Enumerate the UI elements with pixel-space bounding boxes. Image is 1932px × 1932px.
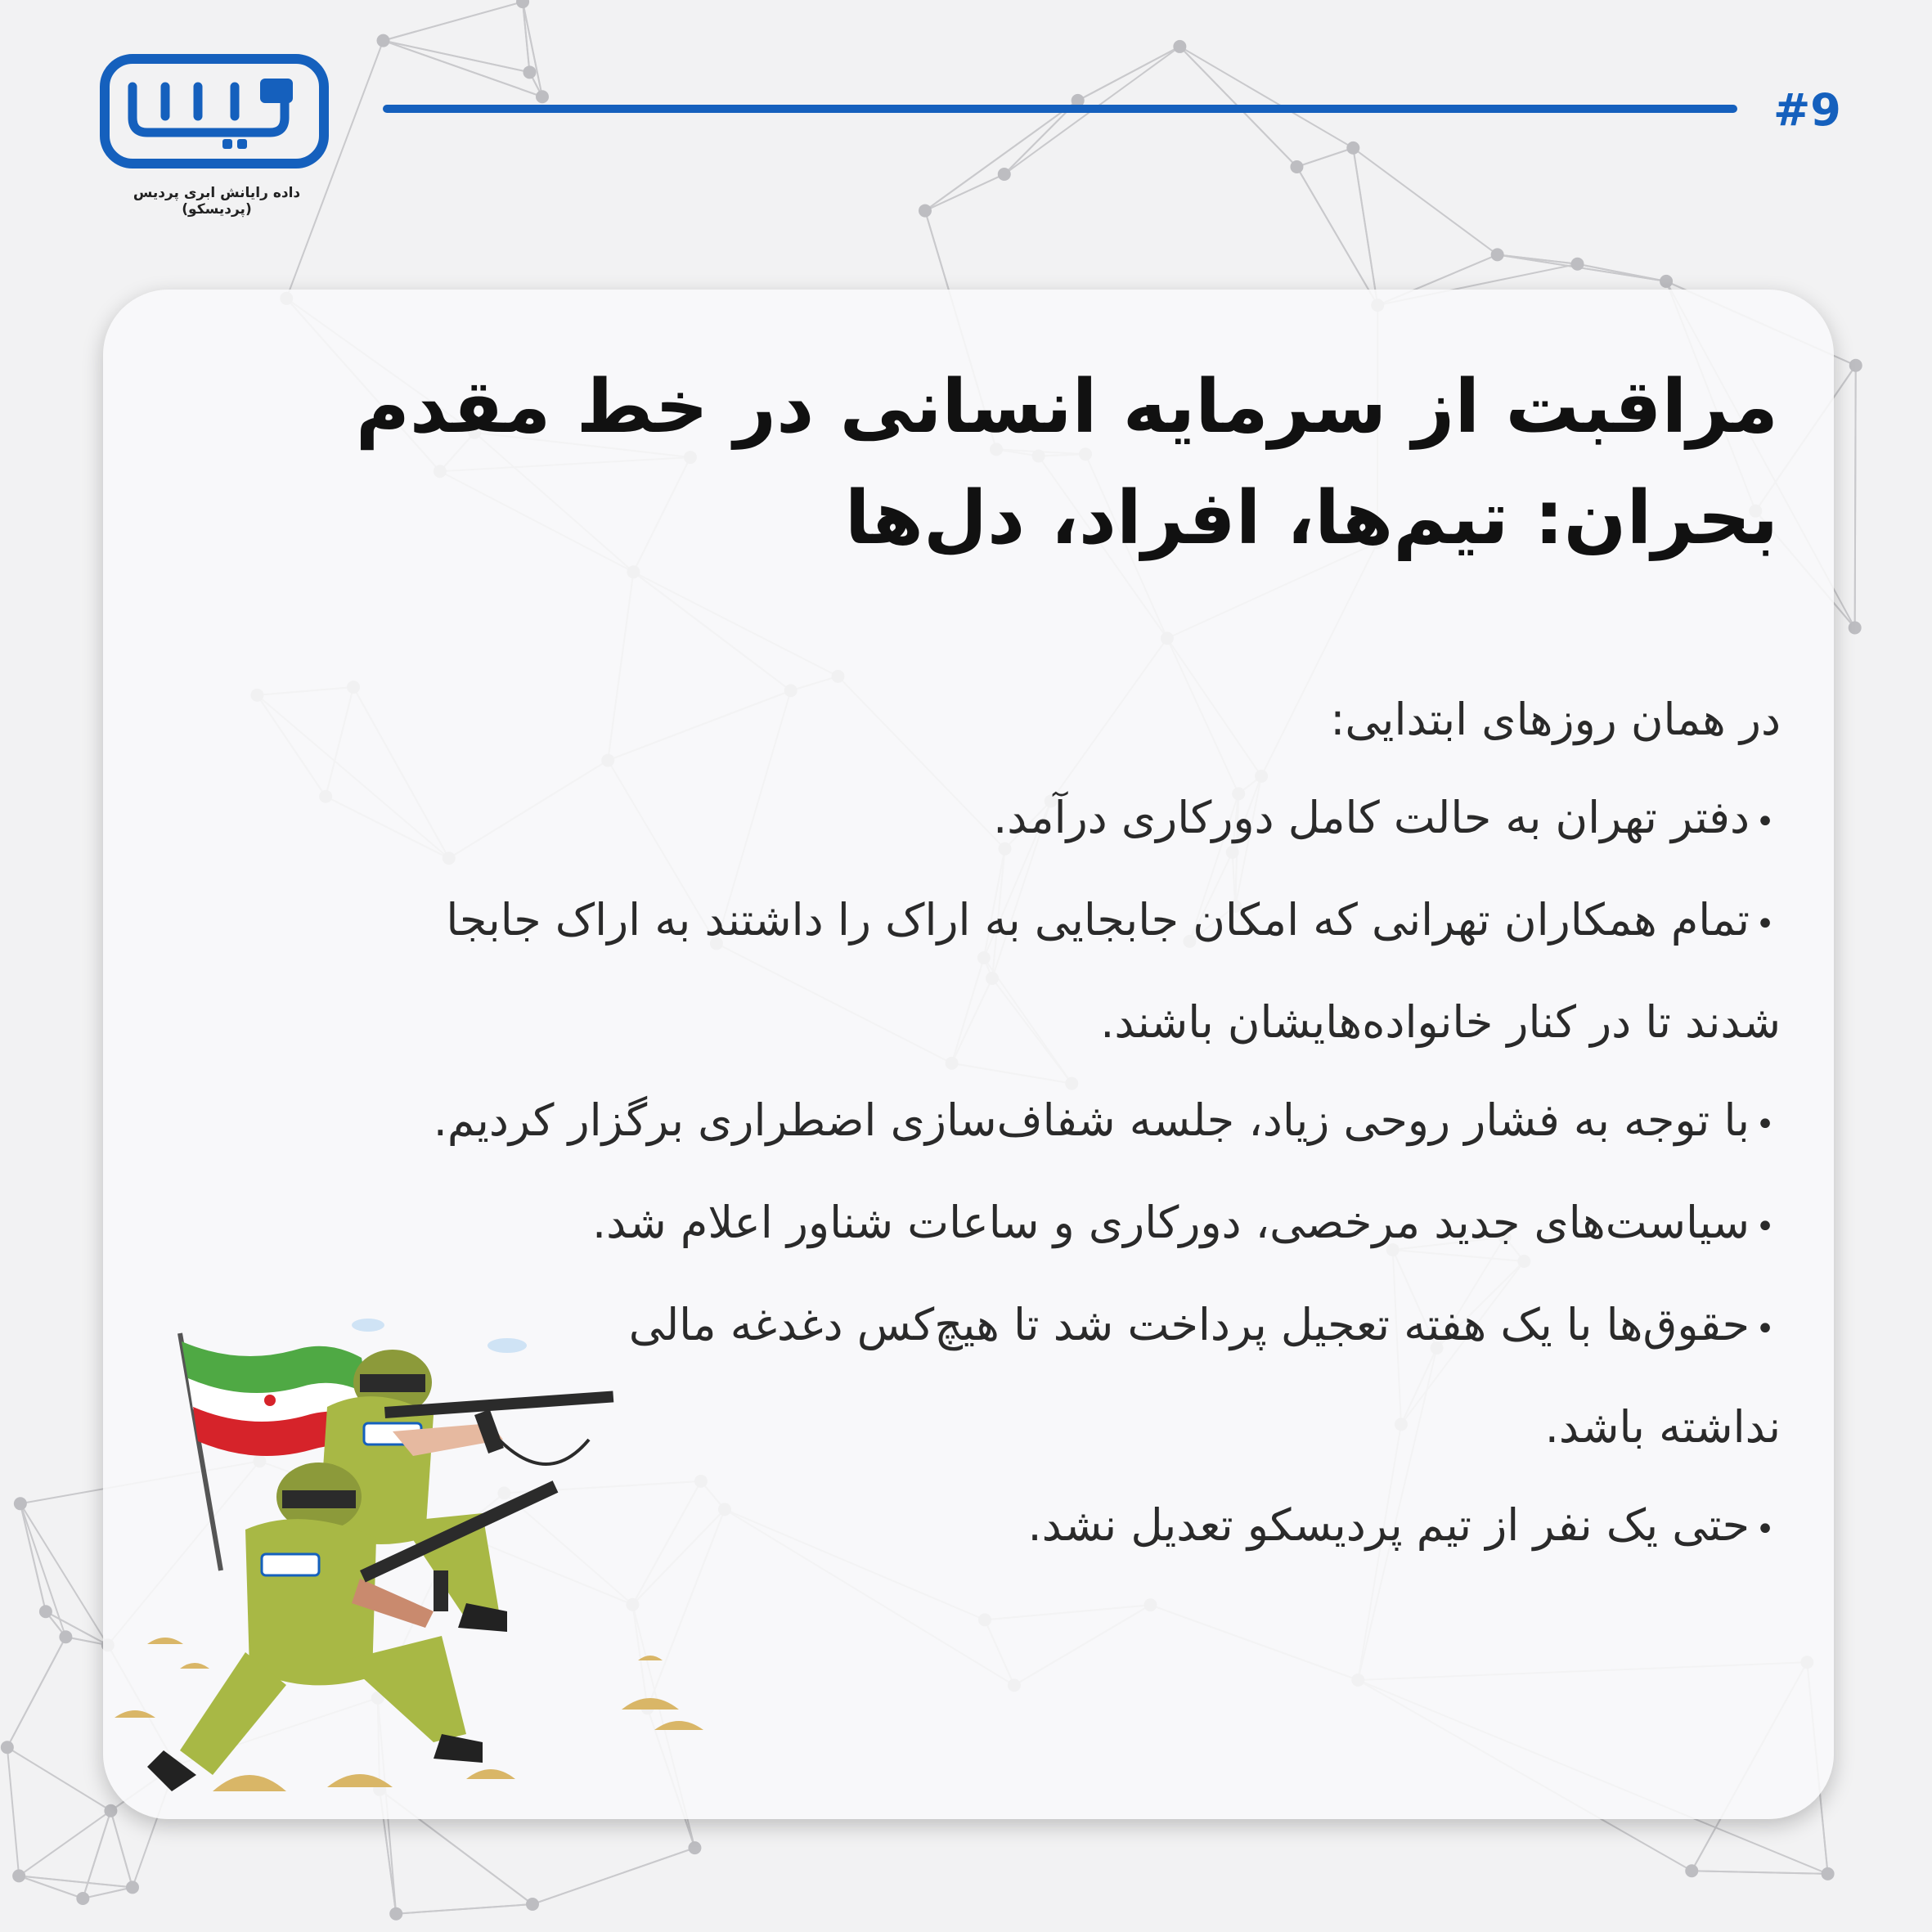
bullet-dot-icon (1750, 773, 1781, 871)
list-item (145, 871, 1781, 1072)
clouds (352, 1319, 527, 1353)
bullet-dot-icon (1750, 1480, 1781, 1579)
list-item-text: تمام همکاران تهرانی که امکان جابجایی به اراک را داشتند به اراک جابجا (446, 894, 1750, 946)
network-line (396, 1904, 532, 1914)
soldiers-illustration (115, 1309, 736, 1799)
network-line (925, 174, 1004, 211)
network-line (20, 1503, 46, 1611)
network-line (110, 1811, 133, 1888)
network-node (1290, 160, 1303, 173)
list-item-line (145, 769, 1781, 871)
network-node (1491, 248, 1504, 261)
network-line (20, 1503, 108, 1645)
page-number: #9 (1773, 84, 1841, 136)
list-item-line (145, 1174, 1781, 1276)
list-item-text: شدند تا در کنار خانواده‌هایشان باشند. (1100, 996, 1781, 1048)
network-line (1692, 1871, 1827, 1874)
network-node (536, 90, 549, 103)
network-node (126, 1880, 139, 1894)
list-item-line (145, 1072, 1781, 1174)
network-line (1353, 148, 1497, 254)
network-node (39, 1605, 52, 1618)
network-node (1660, 275, 1673, 288)
list-item-text: دفتر تهران به حالت کامل دورکاری درآمد. (993, 792, 1750, 843)
network-line (925, 101, 1078, 211)
list-item (145, 1072, 1781, 1174)
network-node (1849, 359, 1862, 372)
network-node (389, 1907, 402, 1921)
bullet-dot-icon (1750, 1178, 1781, 1276)
network-line (1296, 167, 1377, 305)
network-node (12, 1869, 25, 1882)
network-node (526, 1898, 539, 1911)
network-node (377, 34, 390, 47)
list-item (145, 769, 1781, 871)
network-line (384, 41, 530, 73)
list-item-text: حقوق‌ها با یک هفته تعجیل پرداخت شد تا هیچ‌کس دغدغه مالی (628, 1299, 1750, 1350)
network-node (1849, 621, 1862, 634)
list-item-text: حتی یک نفر از تیم پردیسکو تعدیل نشد. (1027, 1499, 1750, 1551)
bullet-dot-icon (1750, 1076, 1781, 1174)
list-item-line (145, 973, 1781, 1072)
network-line (1498, 254, 1578, 263)
logo-caption: داده رایانش ابری پردیس (پردیسکو) (133, 185, 301, 218)
network-line (532, 1848, 694, 1904)
network-node (1346, 142, 1359, 155)
network-line (7, 1747, 111, 1811)
network-line (1855, 366, 1856, 628)
pardis-logo (100, 54, 329, 168)
title-line-2: بحران: تیم‌ها، افراد، دل‌ها (844, 475, 1778, 561)
network-line (7, 1637, 66, 1747)
network-node (14, 1497, 27, 1510)
network-line (1353, 148, 1377, 305)
network-node (919, 204, 932, 218)
network-node (998, 168, 1011, 181)
list-item-text: نداشته باشد. (1544, 1401, 1781, 1453)
bullet-dot-icon (1750, 1280, 1781, 1378)
bullet-dot-icon (1750, 875, 1781, 973)
network-node (1173, 40, 1186, 53)
network-line (1296, 148, 1353, 167)
network-node (1, 1741, 14, 1754)
network-node (523, 65, 536, 79)
network-node (688, 1841, 701, 1854)
intro-text: در همان روزهای ابتدایی: (1330, 694, 1781, 745)
network-node (76, 1892, 89, 1905)
network-line (46, 1611, 108, 1645)
list-item-text: سیاست‌های جدید مرخصی، دورکاری و ساعات شناور اعلام شد. (591, 1197, 1750, 1248)
network-line (83, 1887, 133, 1898)
network-line (1078, 47, 1180, 101)
network-line (1179, 47, 1353, 148)
network-line (1578, 264, 1667, 281)
network-line (523, 2, 542, 97)
network-node (1571, 258, 1584, 271)
list-item-text: با توجه به فشار روحی زیاد، جلسه شفاف‌سازی اضطراری برگزار کردیم. (433, 1094, 1750, 1146)
network-node (59, 1630, 72, 1643)
network-line (384, 2, 523, 40)
title-line-1: مراقبت از سرمایه انسانی در خط مقدم (355, 364, 1778, 450)
card-title (265, 352, 1778, 574)
network-line (19, 1811, 110, 1876)
network-node (516, 0, 529, 8)
network-line (7, 1747, 19, 1876)
list-item (145, 1174, 1781, 1276)
network-line (384, 41, 542, 97)
network-node (1822, 1867, 1835, 1880)
network-node (1685, 1864, 1698, 1877)
header-divider (383, 105, 1737, 113)
network-line (523, 2, 529, 72)
list-item-line (145, 871, 1781, 973)
network-node (104, 1804, 117, 1817)
